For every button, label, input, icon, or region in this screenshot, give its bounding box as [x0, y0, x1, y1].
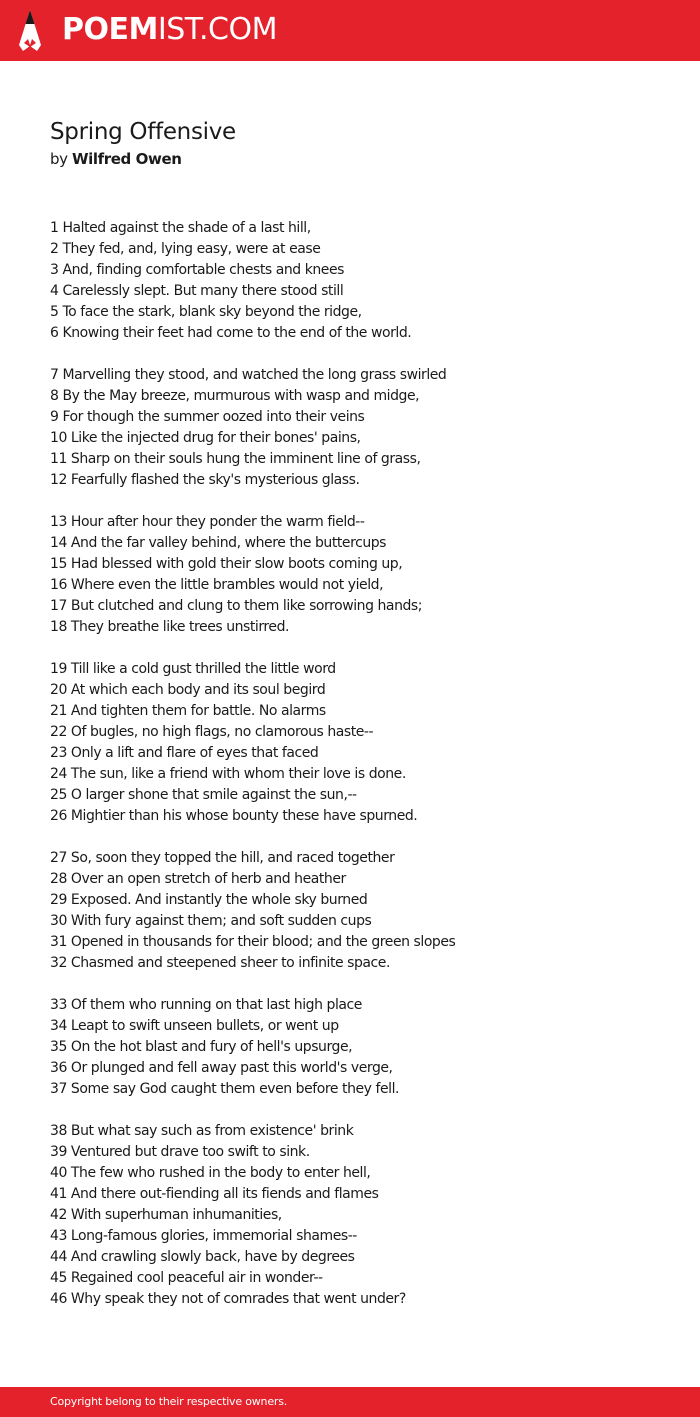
site-footer — [0, 1387, 700, 1417]
poem-line: 12 Fearfully flashed the sky's mysterious glass. — [50, 472, 360, 488]
by-label: by — [50, 150, 68, 168]
poem-line: 28 Over an open stretch of herb and heather — [50, 871, 346, 887]
poem-body — [50, 218, 670, 1310]
poem-line: 5 To face the stark, blank sky beyond the ridge, — [50, 304, 362, 320]
stanza-gap — [50, 827, 670, 848]
poem-line: 19 Till like a cold gust thrilled the little word — [50, 661, 336, 677]
poem-line: 1 Halted against the shade of a last hill, — [50, 220, 311, 236]
poem-line: 41 And there out-fiending all its fiends and flames — [50, 1186, 379, 1202]
poem-line: 3 And, finding comfortable chests and knees — [50, 262, 344, 278]
byline — [50, 149, 182, 169]
stanza — [50, 365, 670, 491]
logo-light-text: IST.COM — [157, 12, 277, 47]
poem-line: 21 And tighten them for battle. No alarms — [50, 703, 326, 719]
poem-line: 45 Regained cool peaceful air in wonder-- — [50, 1270, 323, 1286]
poem-line: 38 But what say such as from existence' brink — [50, 1123, 354, 1139]
poem-line: 31 Opened in thousands for their blood; and the green slopes — [50, 934, 456, 950]
poem-line: 16 Where even the little brambles would not yield, — [50, 577, 384, 593]
poem-line: 17 But clutched and clung to them like sorrowing hands; — [50, 598, 423, 614]
poem-line: 30 With fury against them; and soft sudden cups — [50, 913, 372, 929]
poem-line: 37 Some say God caught them even before they fell. — [50, 1081, 400, 1097]
poem-line: 46 Why speak they not of comrades that went under? — [50, 1291, 406, 1307]
poem-line: 40 The few who rushed in the body to enter hell, — [50, 1165, 371, 1181]
site-logo[interactable] — [62, 11, 277, 49]
site-header — [0, 0, 700, 61]
poem-line: 14 And the far valley behind, where the buttercups — [50, 535, 387, 551]
poem-line: 25 O larger shone that smile against the sun,-- — [50, 787, 357, 803]
logo-bold-text: POEM — [62, 12, 158, 47]
poem-line: 44 And crawling slowly back, have by degrees — [50, 1249, 355, 1265]
stanza — [50, 218, 670, 344]
stanza-gap — [50, 974, 670, 995]
poem-line: 29 Exposed. And instantly the whole sky burned — [50, 892, 368, 908]
poem-line: 13 Hour after hour they ponder the warm field-- — [50, 514, 365, 530]
poem-title: Spring Offensive — [50, 119, 236, 145]
poem-line: 20 At which each body and its soul begird — [50, 682, 326, 698]
stanza-gap — [50, 344, 670, 365]
poem-line: 34 Leapt to swift unseen bullets, or went up — [50, 1018, 339, 1034]
poem-line: 10 Like the injected drug for their bones' pains, — [50, 430, 361, 446]
stanza — [50, 848, 670, 974]
pencil-icon[interactable] — [17, 9, 43, 52]
poem-line: 36 Or plunged and fell away past this world's verge, — [50, 1060, 393, 1076]
stanza — [50, 512, 670, 638]
poem-line: 26 Mightier than his whose bounty these have spurned. — [50, 808, 418, 824]
poem-line: 24 The sun, like a friend with whom their love is done. — [50, 766, 406, 782]
poem-line: 43 Long-famous glories, immemorial shames-- — [50, 1228, 357, 1244]
poem-line: 39 Ventured but drave too swift to sink. — [50, 1144, 310, 1160]
poem-line: 15 Had blessed with gold their slow boots coming up, — [50, 556, 403, 572]
stanza — [50, 659, 670, 827]
poem-line: 7 Marvelling they stood, and watched the long grass swirled — [50, 367, 447, 383]
poem-line: 18 They breathe like trees unstirred. — [50, 619, 290, 635]
poem-line: 23 Only a lift and flare of eyes that faced — [50, 745, 319, 761]
copyright-text: Copyright belong to their respective owners. — [50, 1395, 288, 1408]
poem-line: 9 For though the summer oozed into their veins — [50, 409, 365, 425]
poem-line: 11 Sharp on their souls hung the imminent line of grass, — [50, 451, 421, 467]
poem-line: 4 Carelessly slept. But many there stood still — [50, 283, 344, 299]
poem-line: 22 Of bugles, no high flags, no clamorous haste-- — [50, 724, 374, 740]
poem-line: 32 Chasmed and steepened sheer to infinite space. — [50, 955, 390, 971]
poem-line: 6 Knowing their feet had come to the end of the world. — [50, 325, 412, 341]
author-name: Wilfred Owen — [71, 150, 182, 168]
stanza-gap — [50, 1100, 670, 1121]
stanza — [50, 995, 670, 1100]
poem-line: 33 Of them who running on that last high place — [50, 997, 362, 1013]
poem-line: 8 By the May breeze, murmurous with wasp and midge, — [50, 388, 420, 404]
poem-line: 2 They fed, and, lying easy, were at ease — [50, 241, 321, 257]
stanza-gap — [50, 638, 670, 659]
poem-line: 42 With superhuman inhumanities, — [50, 1207, 282, 1223]
stanza — [50, 1121, 670, 1310]
poem-line: 27 So, soon they topped the hill, and raced together — [50, 850, 395, 866]
poem-line: 35 On the hot blast and fury of hell's upsurge, — [50, 1039, 353, 1055]
stanza-gap — [50, 491, 670, 512]
